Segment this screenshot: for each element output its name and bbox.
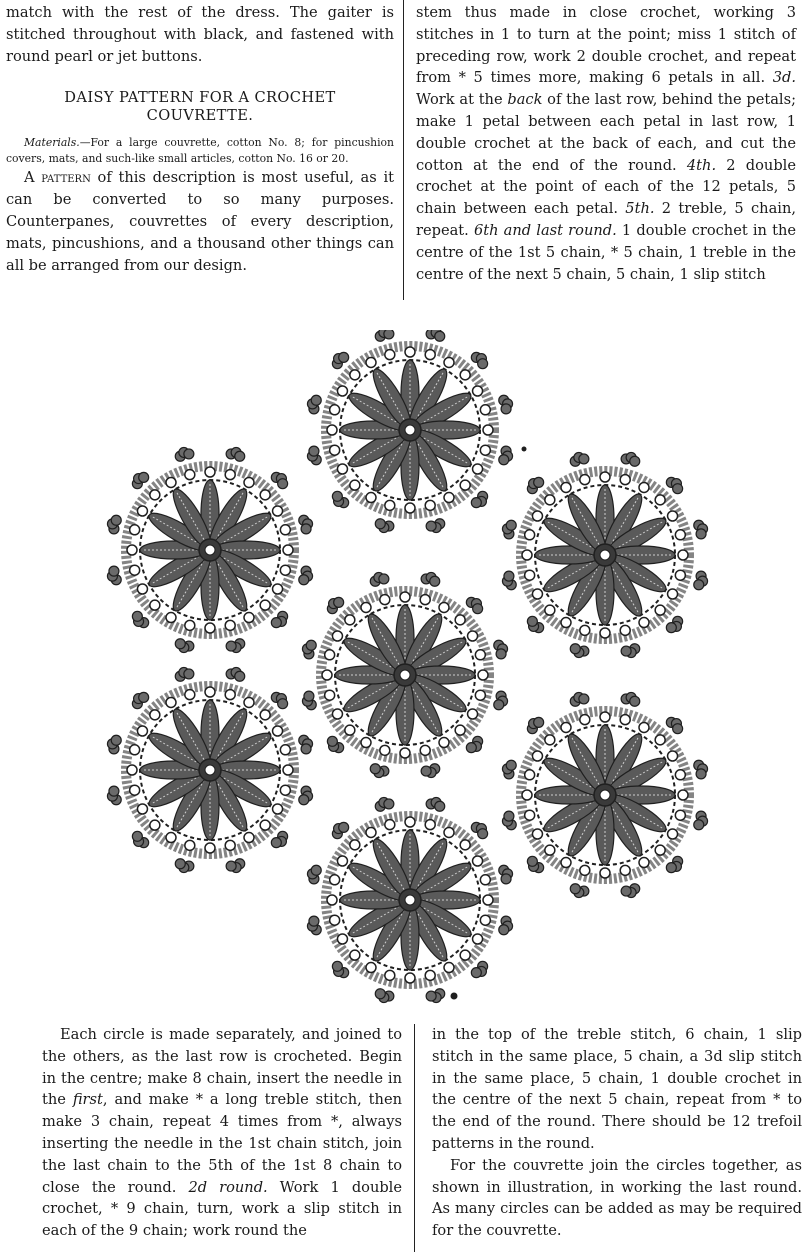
trefoil <box>132 692 148 708</box>
pattern-rest: of this description is most useful, as it can be converted to so many purposes. Counterpanes, couvrettes of every description, mats, pincushions, and a thousand other things can all be arranged from our design. <box>6 169 394 274</box>
back-word: back <box>507 91 543 109</box>
trefoil <box>570 884 589 898</box>
trefoil <box>307 916 321 935</box>
trefoil <box>302 691 316 710</box>
materials-note <box>6 135 394 167</box>
trefoil <box>299 566 313 585</box>
column-bottom-left <box>42 1024 402 1242</box>
trefoil <box>621 644 640 658</box>
trefoil <box>302 640 316 659</box>
trefoil <box>375 330 394 341</box>
trefoil <box>499 395 513 414</box>
trefoil <box>694 811 708 830</box>
text-e: 2 treble, 5 chain, repeat. <box>416 200 796 239</box>
text-c: Work 1 double crochet, * 9 chain, turn, work a slip stitch in each of the 9 chain; work round the <box>42 1178 402 1240</box>
trefoil <box>471 491 487 507</box>
trefoil <box>621 452 640 466</box>
trefoil <box>471 352 487 368</box>
motif-upper-right <box>502 452 707 657</box>
motif-top <box>307 330 512 533</box>
materials-label: Materials. <box>24 136 80 150</box>
ink-dot <box>451 993 458 1000</box>
trefoil <box>694 760 708 779</box>
trefoil <box>271 472 287 488</box>
instructions-continued <box>416 2 796 285</box>
couvrette-joining: For the couvrette join the circles together, as shown in illustration, in working the last round. As many circles can be added as may be required for the couvrette. <box>432 1156 802 1240</box>
circle-instructions <box>42 1024 402 1242</box>
trefoil <box>471 961 487 977</box>
trefoil <box>370 572 389 586</box>
trefoil <box>307 865 321 884</box>
round-2-label: 2d round. <box>188 1178 268 1196</box>
trefoil <box>527 856 543 872</box>
ink-dot <box>522 447 527 452</box>
trefoil <box>666 477 682 493</box>
trefoil <box>466 736 482 752</box>
article-title <box>6 89 394 125</box>
trefoil <box>226 667 245 681</box>
column-divider-bottom <box>414 1024 415 1252</box>
round-5-label: 5th. <box>625 200 655 218</box>
trefoil <box>299 515 313 534</box>
pattern-lead: A pattern <box>24 169 91 187</box>
motif-center <box>302 572 507 777</box>
text-d: 2 double crochet at the point of each of the 12 petals, 5 chain between each petal. <box>416 156 796 218</box>
title-line-1: DAISY PATTERN FOR A CROCHET <box>64 89 336 107</box>
trefoil <box>107 566 121 585</box>
column-divider-top <box>403 0 404 300</box>
trefoil <box>226 639 245 653</box>
materials-text: —For a large couvrette, cotton No. 8; for pincushion covers, mats, and such-like small articles, cotton No. 16 or 20. <box>6 136 394 166</box>
trefoil <box>332 491 348 507</box>
trefoil <box>370 764 389 778</box>
trefoil <box>527 717 543 733</box>
trefoil <box>132 472 148 488</box>
trefoil <box>499 865 513 884</box>
trefoil <box>621 692 640 706</box>
trefoil <box>299 735 313 754</box>
column-bottom-right <box>432 1024 802 1242</box>
round-6-label: 6th and last round. <box>473 221 617 239</box>
trefoil <box>570 692 589 706</box>
trefoil <box>494 691 508 710</box>
trefoil <box>502 571 516 590</box>
text-a: Each circle is made separately, and joined to the others, as the last row is crocheted. Begin in the centre; make 8 chain, insert the needle in the <box>42 1026 402 1109</box>
text-b: Work at the <box>416 91 508 109</box>
text-a: stem thus made in close crochet, working 3 stitches in 1 to turn at the point; miss 1 stitch of preceding row, work 2 double crochet, and repeat from * 5 times more, making 6 petals in all. <box>416 4 796 87</box>
column-top-left <box>6 2 394 276</box>
trefoil <box>175 667 194 681</box>
trefoil <box>666 856 682 872</box>
trefoil <box>327 736 343 752</box>
trefoil <box>527 477 543 493</box>
trefoil <box>466 597 482 613</box>
trefoil <box>175 447 194 461</box>
trefoil <box>375 797 394 811</box>
trefoil <box>299 786 313 805</box>
trefoil <box>502 811 516 830</box>
round-continued: in the top of the treble stitch, 6 chain, 1 slip stitch in the same place, 5 chain, a 3d slip stitch in the same place, 5 chain, 1 double crochet in the centre of the next 5 chain, repeat from * to the end of the round. There should be 12 trefoil patterns in the round. <box>432 1026 802 1152</box>
trefoil <box>426 989 445 1003</box>
trefoil <box>426 330 445 341</box>
column-top-right <box>416 2 796 285</box>
text-b: , and make * a long treble stitch, then make 3 chain, repeat 4 times from *, always inserting the needle in the 1st chain stitch, join the last chain to the 5th of the 1st 8 chain to close the round. <box>42 1091 402 1196</box>
trefoil <box>271 831 287 847</box>
trefoil <box>499 916 513 935</box>
trefoil <box>421 764 440 778</box>
round-4-label: 4th. <box>686 156 717 174</box>
trefoil <box>271 611 287 627</box>
trefoil <box>271 692 287 708</box>
trefoil <box>307 446 321 465</box>
trefoil <box>327 597 343 613</box>
title-line-2: COUVRETTE. <box>146 107 254 125</box>
first-word: first <box>72 1091 103 1109</box>
motif-lower-left <box>107 667 312 872</box>
pattern-paragraph <box>6 167 394 276</box>
trefoil <box>307 395 321 414</box>
motif-upper-left <box>107 447 312 652</box>
trefoil <box>107 786 121 805</box>
trefoil <box>226 447 245 461</box>
crochet-couvrette-illustration <box>100 330 720 1018</box>
intro-paragraph: match with the rest of the dress. The gaiter is stitched throughout with black, and fastened with round pearl or jet buttons. <box>6 4 394 65</box>
trefoil <box>502 520 516 539</box>
trefoil <box>426 797 445 811</box>
motif-lower-right <box>502 692 707 897</box>
trefoil <box>332 961 348 977</box>
trefoil <box>107 515 121 534</box>
trefoil <box>502 760 516 779</box>
trefoil <box>175 859 194 873</box>
trefoil <box>421 572 440 586</box>
trefoil <box>527 616 543 632</box>
trefoil <box>570 644 589 658</box>
trefoil <box>471 822 487 838</box>
trefoil <box>494 640 508 659</box>
trefoil <box>694 520 708 539</box>
trefoil <box>621 884 640 898</box>
trefoil <box>375 989 394 1003</box>
trefoil <box>332 822 348 838</box>
trefoil <box>132 611 148 627</box>
trefoil <box>666 717 682 733</box>
trefoil <box>175 639 194 653</box>
trefoil <box>694 571 708 590</box>
motif-bottom <box>307 797 512 1002</box>
text-f: 1 double crochet in the centre of the 1st 5 chain, * 5 chain, 1 treble in the centre of the next 5 chain, 5 chain, 1 slip stitch <box>416 221 797 283</box>
trefoil <box>666 616 682 632</box>
trefoil <box>426 519 445 533</box>
round-3-label: 3d. <box>772 69 796 87</box>
text-c: of the last row, behind the petals; make 1 petal between each petal in last row, 1 double crochet at the back of each, and cut the cotton at the end of the round. <box>416 91 796 174</box>
trefoil <box>332 352 348 368</box>
trefoil <box>499 446 513 465</box>
trefoil <box>570 452 589 466</box>
trefoil <box>107 735 121 754</box>
trefoil <box>375 519 394 533</box>
trefoil <box>132 831 148 847</box>
trefoil <box>226 859 245 873</box>
